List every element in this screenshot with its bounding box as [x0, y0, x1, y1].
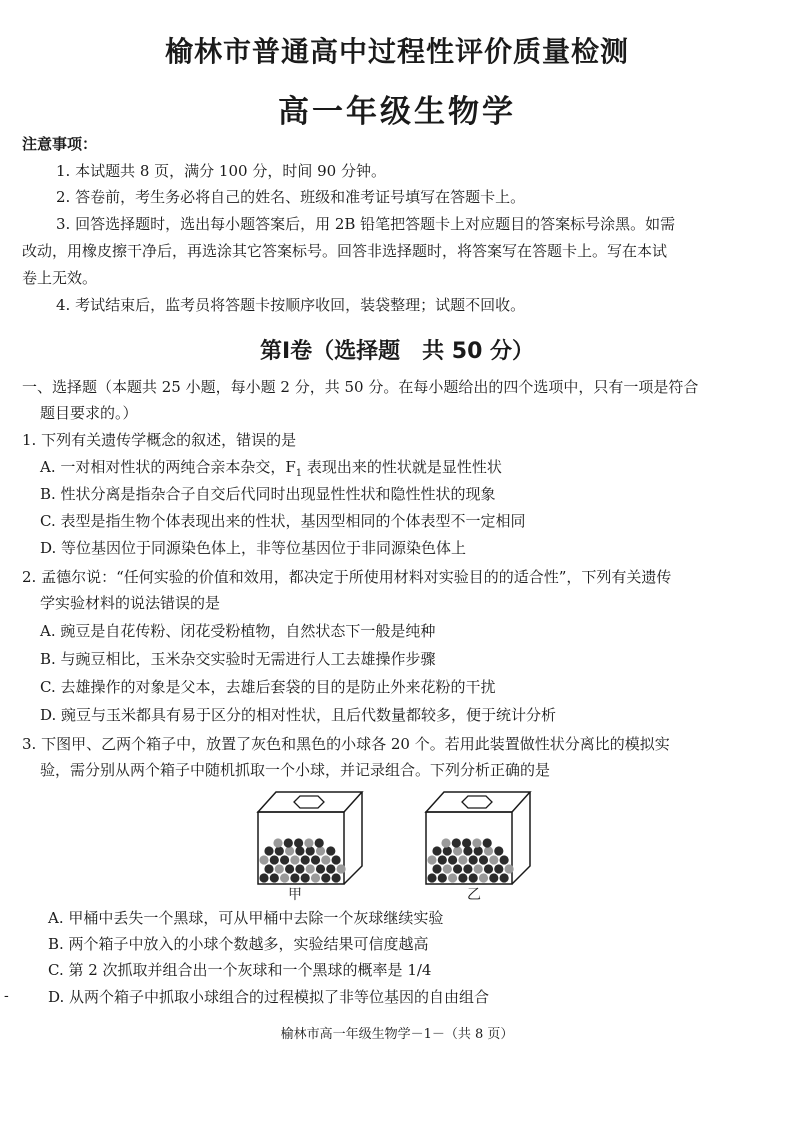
note-item-2: 2. 答卷前，考生务必将自己的姓名、班级和准考证号填写在答题卡上。	[56, 188, 526, 206]
black-ball	[474, 846, 483, 855]
gray-ball	[304, 838, 313, 847]
gray-ball	[280, 873, 289, 882]
exam-subtitle: 高一年级生物学	[278, 94, 516, 130]
q1-option-a	[40, 457, 502, 484]
q1-option-c: C. 表型是指生物个体表现出来的性状，基因型相同的个体表型不一定相同	[40, 512, 526, 530]
q1-option-b: B. 性状分离是指杂合子自交后代同时出现显性性状和隐性性状的现象	[40, 485, 496, 503]
note-item-1: 1. 本试题共 8 页，满分 100 分，时间 90 分钟。	[56, 162, 386, 180]
black-ball	[326, 864, 335, 873]
black-ball	[311, 855, 320, 864]
black-ball	[500, 855, 509, 864]
gray-ball	[489, 855, 498, 864]
gray-ball	[443, 864, 452, 873]
black-ball	[494, 864, 503, 873]
black-ball	[479, 855, 488, 864]
black-ball	[500, 873, 509, 882]
boxes-figure	[0, 782, 794, 902]
gray-ball	[479, 873, 488, 882]
black-ball	[270, 873, 279, 882]
black-ball	[294, 838, 303, 847]
black-ball	[438, 873, 447, 882]
gray-ball	[337, 864, 346, 873]
black-ball	[301, 855, 310, 864]
note-item-3-line-1: 3. 回答选择题时，选出每小题答案后，用 2B 铅笔把答题卡上对应题目的答案标号涂黑。如需	[56, 215, 676, 233]
q1-option-a-pre: A. 一对相对性状的两纯合亲本杂交，F	[40, 458, 296, 476]
q2-option-b: B. 与豌豆相比，玉米杂交实验时无需进行人工去雄操作步骤	[40, 650, 436, 668]
black-ball	[469, 855, 478, 864]
black-ball	[316, 864, 325, 873]
black-ball	[326, 846, 335, 855]
black-ball	[443, 846, 452, 855]
black-ball	[432, 864, 441, 873]
q3-option-b: B. 两个箱子中放入的小球个数越多，实验结果可信度越高	[48, 935, 429, 953]
balls-jia	[259, 838, 345, 882]
black-ball	[315, 838, 324, 847]
notes-heading: 注意事项：	[22, 135, 98, 153]
section-title: 第Ⅰ卷（选择题 共 50 分）	[259, 339, 535, 364]
gray-ball	[275, 864, 284, 873]
gray-ball	[458, 855, 467, 864]
section-intro-line-2: 题目要求的。）	[40, 404, 138, 422]
note-item-4: 4. 考试结束后，监考员将答题卡按顺序收回，装袋整理；试题不回收。	[56, 296, 526, 314]
box-label-yi: 乙	[467, 887, 481, 903]
black-ball	[332, 855, 341, 864]
q2-stem-line-2: 学实验材料的说法错误的是	[40, 594, 221, 612]
black-ball	[427, 873, 436, 882]
black-ball	[452, 838, 461, 847]
gray-ball	[448, 873, 457, 882]
page-footer: 榆林市高一年级生物学－1－（共 8 页）	[280, 1027, 514, 1042]
gray-ball	[505, 864, 514, 873]
gray-ball	[427, 855, 436, 864]
black-ball	[285, 864, 294, 873]
black-ball	[290, 873, 299, 882]
q1-option-d: D. 等位基因位于同源染色体上，非等位基因位于非同源染色体上	[40, 539, 467, 557]
black-ball	[275, 846, 284, 855]
black-ball	[264, 846, 273, 855]
box-label-jia: 甲	[288, 887, 302, 903]
black-ball	[463, 846, 472, 855]
black-ball	[321, 873, 330, 882]
gray-ball	[316, 846, 325, 855]
section-intro-line-1: 一、选择题（本题共 25 小题，每小题 2 分，共 50 分。在每小题给出的四个选项中，只有一项是符合	[22, 378, 699, 396]
q1-stem: 1. 下列有关遗传学概念的叙述，错误的是	[22, 431, 297, 449]
q2-option-c: C. 去雄操作的对象是父本，去雄后套袋的目的是防止外来花粉的干扰	[40, 678, 496, 696]
margin-mark: -	[4, 988, 9, 1004]
note-item-3-line-3: 卷上无效。	[22, 269, 98, 287]
black-ball	[458, 873, 467, 882]
gray-ball	[290, 855, 299, 864]
gray-ball	[441, 838, 450, 847]
black-ball	[432, 846, 441, 855]
black-ball	[489, 873, 498, 882]
q2-option-d: D. 豌豆与玉米都具有易于区分的相对性状，且后代数量都较多，便于统计分析	[40, 706, 557, 724]
balls-yi	[427, 838, 513, 882]
gray-ball	[311, 873, 320, 882]
gray-ball	[484, 846, 493, 855]
q3-option-c: C. 第 2 次抓取并组合出一个灰球和一个黑球的概率是 1/4	[48, 961, 432, 979]
q1-option-a-post: 表现出来的性状就是显性性状	[302, 458, 502, 476]
gray-ball	[474, 864, 483, 873]
black-ball	[494, 846, 503, 855]
black-ball	[469, 873, 478, 882]
gray-ball	[259, 855, 268, 864]
q3-option-d: D. 从两个箱子中抓取小球组合的过程模拟了非等位基因的自由组合	[48, 988, 490, 1006]
gray-ball	[453, 846, 462, 855]
black-ball	[301, 873, 310, 882]
gray-ball	[273, 838, 282, 847]
black-ball	[280, 855, 289, 864]
black-ball	[453, 864, 462, 873]
gray-ball	[285, 846, 294, 855]
black-ball	[295, 864, 304, 873]
black-ball	[448, 855, 457, 864]
black-ball	[438, 855, 447, 864]
gray-ball	[472, 838, 481, 847]
black-ball	[259, 873, 268, 882]
exam-title: 榆林市普通高中过程性评价质量检测	[164, 35, 629, 68]
black-ball	[264, 864, 273, 873]
black-ball	[463, 864, 472, 873]
black-ball	[295, 846, 304, 855]
black-ball	[332, 873, 341, 882]
black-ball	[284, 838, 293, 847]
black-ball	[483, 838, 492, 847]
black-ball	[462, 838, 471, 847]
q3-stem-line-1: 3. 下图甲、乙两个箱子中，放置了灰色和黑色的小球各 20 个。若用此装置做性状分离比的模拟实	[22, 735, 670, 753]
black-ball	[484, 864, 493, 873]
black-ball	[306, 846, 315, 855]
q2-option-a: A. 豌豆是自花传粉、闭花受粉植物，自然状态下一般是纯种	[40, 622, 436, 640]
gray-ball	[306, 864, 315, 873]
q2-stem-line-1: 2. 孟德尔说：“任何实验的价值和效用，都决定于所使用材料对实验目的的适合性”，下列有关遗传	[22, 568, 672, 586]
gray-ball	[321, 855, 330, 864]
black-ball	[270, 855, 279, 864]
note-item-3-line-2: 改动，用橡皮擦干净后，再选涂其它答案标号。回答非选择题时，将答案写在答题卡上。写在本试	[22, 242, 668, 260]
q1-option-a-sub: 1	[295, 468, 303, 479]
q3-stem-line-2: 验，需分别从两个箱子中随机抓取一个小球，并记录组合。下列分析正确的是	[40, 761, 551, 779]
q3-option-a: A. 甲桶中丢失一个黑球，可从甲桶中去除一个灰球继续实验	[48, 909, 444, 927]
